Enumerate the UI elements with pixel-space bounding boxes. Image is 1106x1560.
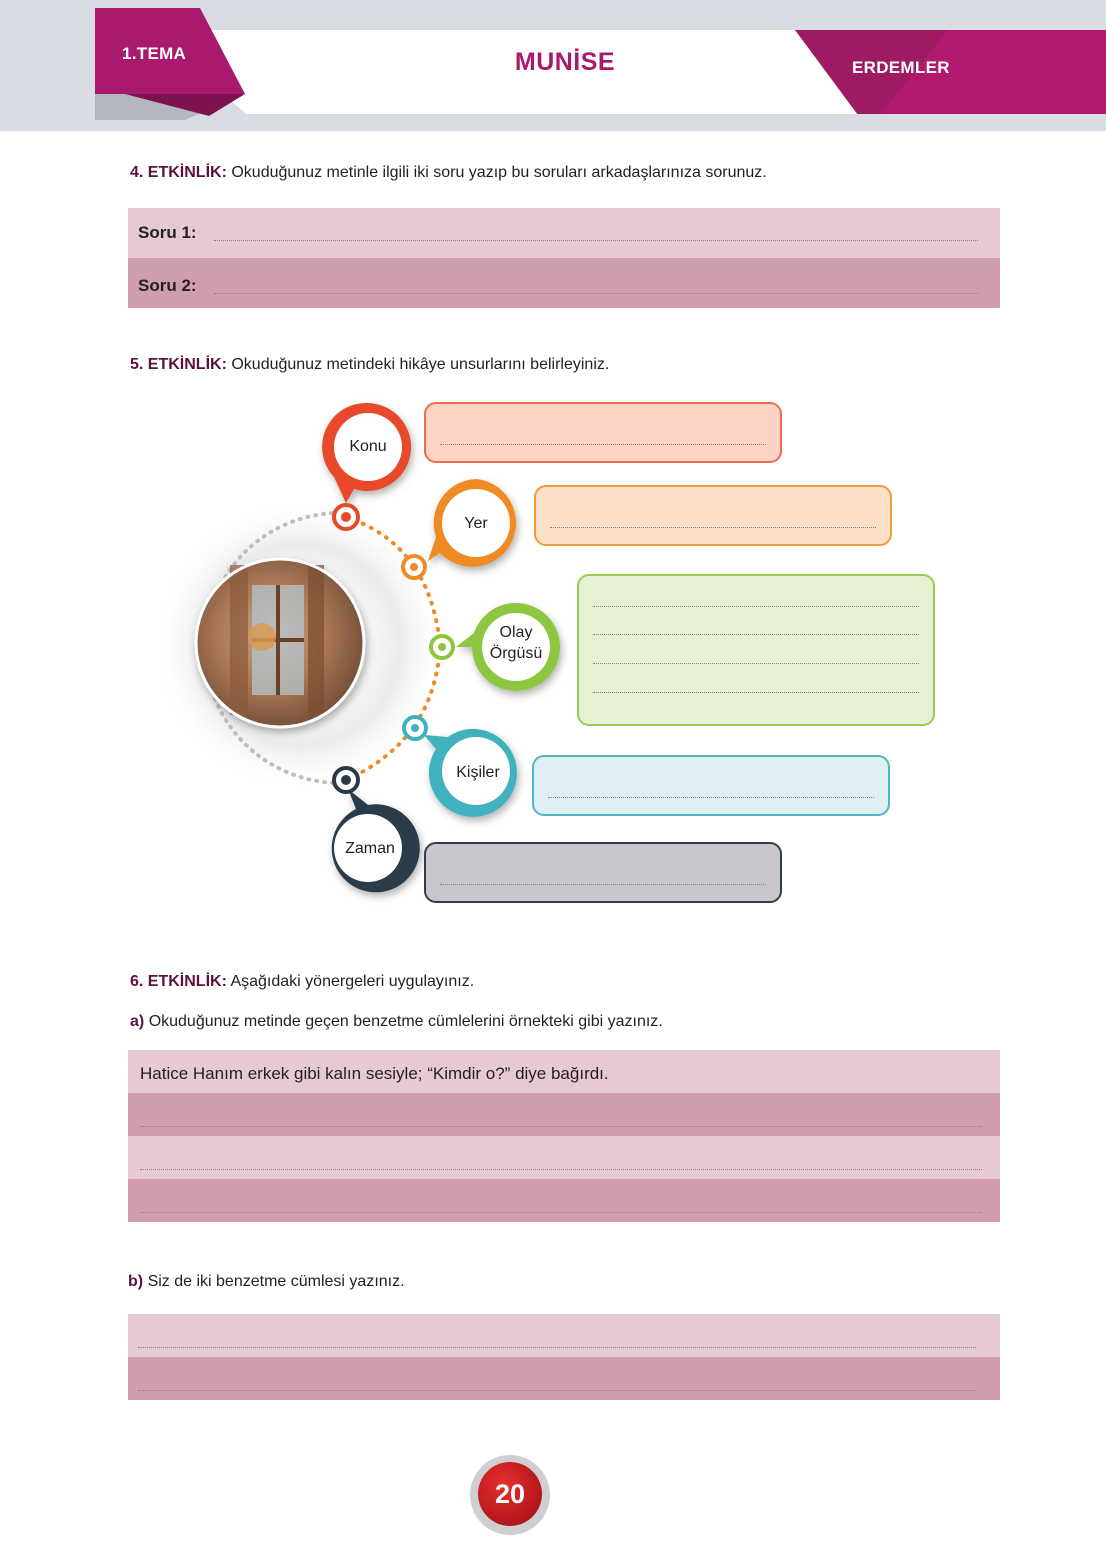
yer-answer-box[interactable] bbox=[534, 485, 892, 546]
question-1-label: Soru 1: bbox=[138, 223, 197, 242]
answer-line[interactable] bbox=[214, 240, 978, 241]
activity5-instruction: Okuduğunuz metindeki hikâye unsurlarını belirleyiniz. bbox=[231, 356, 610, 373]
part-b-heading bbox=[128, 1273, 405, 1291]
page-title: MUNİSE bbox=[514, 48, 616, 76]
kisiler-label: Kişiler bbox=[456, 764, 500, 781]
part-a-letter: a) bbox=[130, 1013, 145, 1030]
activity4-heading bbox=[130, 164, 767, 182]
part-b-instruction: Siz de iki benzetme cümlesi yazınız. bbox=[147, 1273, 405, 1290]
own-simile-row-1[interactable] bbox=[128, 1314, 1000, 1357]
activity4-number: 4. ETKİNLİK: bbox=[130, 164, 227, 181]
answer-line[interactable] bbox=[593, 634, 919, 635]
answer-line[interactable] bbox=[550, 527, 876, 528]
part-a-heading bbox=[130, 1013, 663, 1031]
answer-line[interactable] bbox=[593, 692, 919, 693]
answer-line[interactable] bbox=[140, 1126, 982, 1127]
simile-row-1[interactable] bbox=[128, 1093, 1000, 1136]
question-row-1[interactable] bbox=[128, 208, 1000, 258]
answer-line[interactable] bbox=[138, 1390, 976, 1391]
activity4-instruction: Okuduğunuz metinle ilgili iki soru yazıp bu soruları arkadaşlarınıza sorunuz. bbox=[231, 164, 767, 181]
answer-line[interactable] bbox=[140, 1169, 982, 1170]
question-2-label: Soru 2: bbox=[138, 276, 197, 295]
answer-line[interactable] bbox=[138, 1347, 976, 1348]
activity6-instruction: Aşağıdaki yönergeleri uygulayınız. bbox=[230, 973, 475, 990]
olay-orgusu-label: Olay Örgüsü bbox=[489, 624, 543, 662]
story-illustration bbox=[196, 559, 364, 727]
answer-line[interactable] bbox=[140, 1212, 982, 1213]
answer-line[interactable] bbox=[440, 884, 766, 885]
zaman-label: Zaman bbox=[345, 840, 395, 857]
answer-line[interactable] bbox=[593, 606, 919, 607]
page-number: 20 bbox=[478, 1462, 542, 1526]
activity6-heading bbox=[130, 973, 474, 991]
section-label: ERDEMLER bbox=[852, 58, 950, 77]
kisiler-node bbox=[404, 717, 426, 739]
part-b-letter: b) bbox=[128, 1273, 144, 1290]
zaman-answer-box[interactable] bbox=[424, 842, 782, 903]
simile-row-2[interactable] bbox=[128, 1136, 1000, 1179]
konu-label: Konu bbox=[349, 438, 387, 455]
answer-line[interactable] bbox=[214, 293, 978, 294]
olay-orgusu-node bbox=[431, 636, 453, 658]
answer-line[interactable] bbox=[593, 663, 919, 664]
example-sentence: Hatice Hanım erkek gibi kalın sesiyle; “Kimdir o?” diye bağırdı. bbox=[140, 1064, 609, 1083]
activity5-heading bbox=[130, 356, 609, 374]
konu-node bbox=[334, 505, 358, 529]
question-row-2[interactable] bbox=[128, 258, 1000, 308]
kisiler-answer-box[interactable] bbox=[532, 755, 890, 816]
zaman-node bbox=[334, 768, 358, 792]
olay-orgusu-answer-box[interactable] bbox=[577, 574, 935, 726]
answer-line[interactable] bbox=[440, 444, 766, 445]
example-row bbox=[128, 1050, 1000, 1093]
own-simile-row-2[interactable] bbox=[128, 1357, 1000, 1400]
answer-line[interactable] bbox=[548, 797, 874, 798]
part-a-instruction: Okuduğunuz metinde geçen benzetme cümlelerini örnekteki gibi yazınız. bbox=[148, 1013, 663, 1030]
simile-row-3[interactable] bbox=[128, 1179, 1000, 1222]
yer-label: Yer bbox=[464, 515, 488, 532]
activity6-number: 6. ETKİNLİK: bbox=[130, 973, 227, 990]
activity5-number: 5. ETKİNLİK: bbox=[130, 356, 227, 373]
yer-node bbox=[403, 556, 425, 578]
theme-ribbon bbox=[95, 8, 245, 120]
konu-answer-box[interactable] bbox=[424, 402, 782, 463]
theme-label: 1.TEMA bbox=[122, 44, 187, 63]
